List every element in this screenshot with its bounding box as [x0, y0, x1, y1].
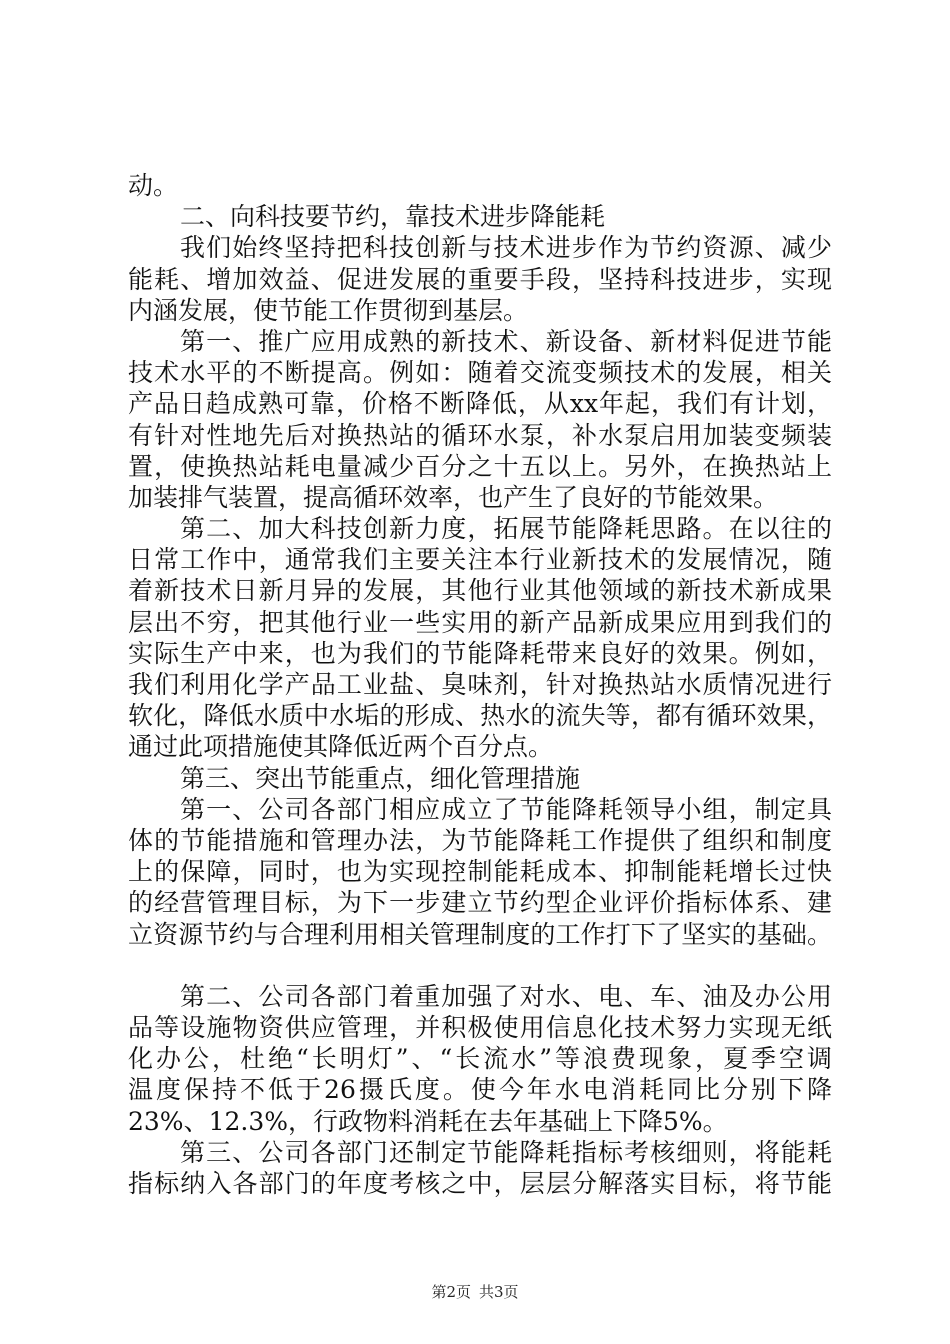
text-line: 第一、推广应用成熟的新技术、新设备、新材料促进节能: [180, 326, 832, 356]
text-line: 日常工作中，通常我们主要关注本行业新技术的发展情况，随: [128, 545, 832, 575]
section-heading: 二、向科技要节约，靠技术进步降能耗: [180, 202, 606, 232]
text-line: 通过此项措施使其降低近两个百分点。: [128, 732, 554, 762]
text-line: 第二、公司各部门着重加强了对水、电、车、油及办公用: [180, 981, 832, 1011]
text-line: 有针对性地先后对换热站的循环水泵，补水泵启用加装变频装: [128, 420, 832, 450]
text-line: 实际生产中来，也为我们的节能降耗带来良好的效果。例如，: [128, 638, 832, 668]
section-heading: 第三、突出节能重点，细化管理措施: [180, 763, 581, 793]
paragraph-gap: [128, 950, 832, 981]
text-line: 第三、公司各部门还制定节能降耗指标考核细则，将能耗: [180, 1137, 832, 1167]
text-line: 上的保障，同时，也为实现控制能耗成本、抑制能耗增长过快: [128, 857, 832, 887]
total-pages: 共3页: [479, 1283, 519, 1301]
text-line: 第一、公司各部门相应成立了节能降耗领导小组，制定具: [180, 794, 832, 824]
text-line: 置，使换热站耗电量减少百分之十五以上。另外，在换热站上: [128, 451, 832, 481]
text-line: 温度保持不低于26摄氏度。使今年水电消耗同比分别下降: [128, 1075, 832, 1105]
text-line: 产品日趋成熟可靠，价格不断降低，从xx年起，我们有计划，: [128, 389, 832, 419]
page-footer: [0, 1281, 950, 1302]
text-line: 我们始终坚持把科技创新与技术进步作为节约资源、减少: [180, 233, 832, 263]
text-line: 的经营管理目标，为下一步建立节约型企业评价指标体系、建: [128, 888, 832, 918]
text-line: 软化，降低水质中水垢的形成、热水的流失等，都有循环效果，: [128, 701, 832, 731]
text-line: 技术水平的不断提高。例如：随着交流变频技术的发展，相关: [128, 358, 832, 388]
text-line: 体的节能措施和管理办法，为节能降耗工作提供了组织和制度: [128, 825, 832, 855]
text-line: 我们利用化学产品工业盐、臭味剂，针对换热站水质情况进行: [128, 670, 832, 699]
text-line: 23%、12.3%，行政物料消耗在去年基础上下降5%。: [128, 1106, 728, 1136]
text-line: 能耗、增加效益、促进发展的重要手段，坚持科技进步，实现: [128, 264, 832, 294]
text-line: 第二、加大科技创新力度，拓展节能降耗思路。在以往的: [180, 514, 832, 544]
text-line: 品等设施物资供应管理，并积极使用信息化技术努力实现无纸: [128, 1013, 832, 1043]
text-line: 着新技术日新月异的发展，其他行业其他领域的新技术新成果: [128, 576, 832, 606]
text-line: 层出不穷，把其他行业一些实用的新产品新成果应用到我们的: [128, 607, 832, 637]
text-line: 立资源节约与合理利用相关管理制度的工作打下了坚实的基础。: [128, 919, 832, 949]
text-line: 动。: [128, 171, 179, 200]
document-body: [128, 170, 832, 1199]
page-number: 第2页: [431, 1283, 471, 1301]
text-line: 内涵发展，使节能工作贯彻到基层。: [128, 295, 529, 325]
text-line: 加装排气装置，提高循环效率，也产生了良好的节能效果。: [128, 482, 779, 512]
text-line: 化办公，杜绝“长明灯”、“长流水”等浪费现象，夏季空调: [128, 1044, 832, 1074]
text-line: 指标纳入各部门的年度考核之中，层层分解落实目标，将节能: [128, 1169, 832, 1198]
